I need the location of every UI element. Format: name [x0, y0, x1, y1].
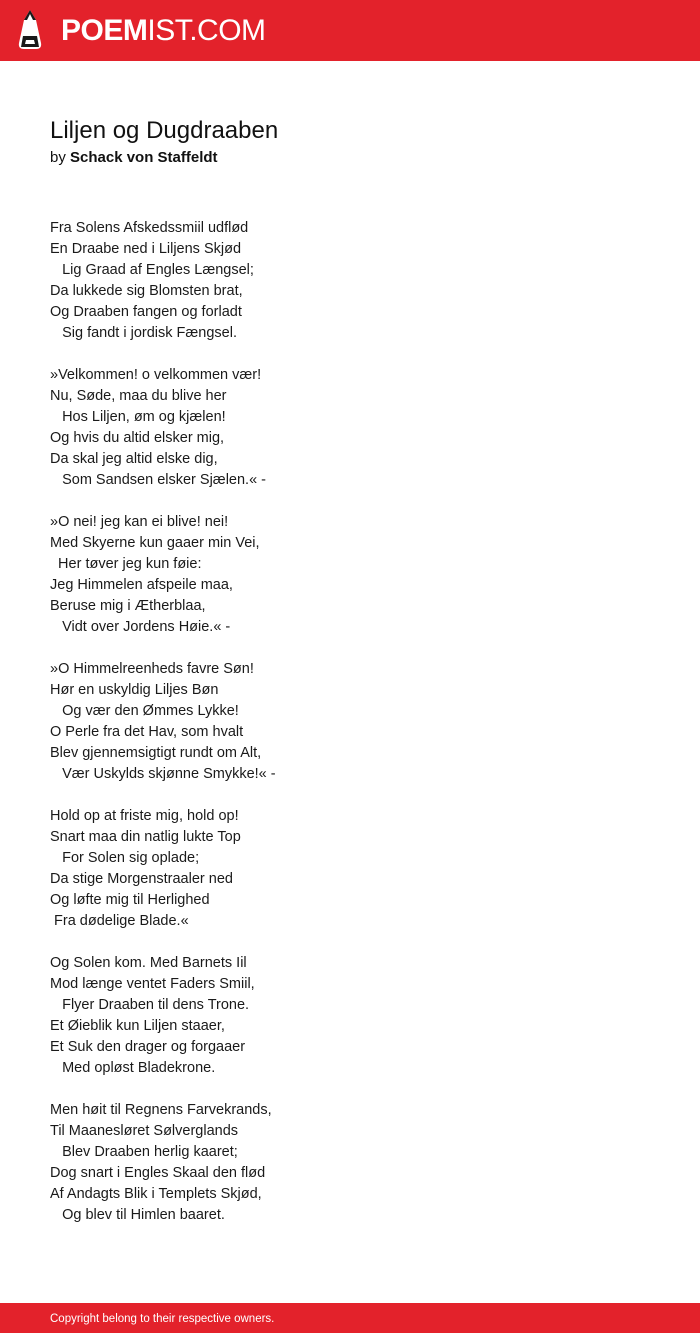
poem-title: Liljen og Dugdraaben [50, 117, 279, 144]
poem-stanza [50, 512, 650, 638]
poem-line: Som Sandsen elsker Sjælen.« - [50, 472, 266, 488]
poem-line: Og vær den Ømmes Lykke! [50, 703, 239, 719]
poem-line: Og blev til Himlen baaret. [50, 1207, 225, 1223]
poem-line: Men høit til Regnens Farvekrands, [50, 1102, 272, 1118]
poem-stanza [50, 1100, 650, 1226]
poem-line: Dog snart i Engles Skaal den flød [50, 1165, 266, 1181]
poem-line: For Solen sig oplade; [50, 850, 200, 866]
poem-byline [50, 148, 218, 168]
poem-line: Blev gjennemsigtigt rundt om Alt, [50, 745, 262, 761]
copyright-text: Copyright belong to their respective owners. [50, 1313, 275, 1325]
poem-line: »Velkommen! o velkommen vær! [50, 367, 262, 383]
poem-line: O Perle fra det Hav, som hvalt [50, 724, 244, 740]
poem-line: Da stige Morgenstraaler ned [50, 871, 233, 887]
poem-stanza [50, 659, 650, 785]
poem-line: »O nei! jeg kan ei blive! nei! [50, 514, 229, 530]
poem-line: Med opløst Bladekrone. [50, 1060, 216, 1076]
poem-line: Et Øieblik kun Liljen staaer, [50, 1018, 225, 1034]
poem-line: Nu, Søde, maa du blive her [50, 388, 227, 404]
poem-stanza [50, 218, 650, 344]
site-footer [0, 1303, 700, 1333]
poem-line: Med Skyerne kun gaaer min Vei, [50, 535, 260, 551]
poem-line: Af Andagts Blik i Templets Skjød, [50, 1186, 262, 1202]
poem-line: Hold op at friste mig, hold op! [50, 808, 239, 824]
poem-line: Og løfte mig til Herlighed [50, 892, 210, 908]
poem-line: Da skal jeg altid elske dig, [50, 451, 218, 467]
poem-body [50, 218, 650, 1247]
brand-light-text: IST.COM [147, 14, 266, 47]
poem-line: Snart maa din natlig lukte Top [50, 829, 241, 845]
poem-line: Og Solen kom. Med Barnets Iil [50, 955, 247, 971]
poem-line: Blev Draaben herlig kaaret; [50, 1144, 238, 1160]
poem-author: Schack von Staffeldt [70, 149, 218, 166]
site-header [0, 0, 700, 61]
poem-line: Til Maanesløret Sølverglands [50, 1123, 239, 1139]
poem-line: Lig Graad af Engles Længsel; [50, 262, 254, 278]
by-label: by [50, 149, 66, 166]
poem-line: Her tøver jeg kun føie: [50, 556, 202, 572]
poem-line: Hos Liljen, øm og kjælen! [50, 409, 226, 425]
poem-line: Vidt over Jordens Høie.« - [50, 619, 231, 635]
poem-line: Et Suk den drager og forgaaer [50, 1039, 246, 1055]
poem-line: Hør en uskyldig Liljes Bøn [50, 682, 219, 698]
site-logo-link[interactable] [61, 13, 266, 49]
poem-line: Sig fandt i jordisk Fængsel. [50, 325, 237, 341]
poem-line: Beruse mig i Ætherblaa, [50, 598, 206, 614]
poem-line: Vær Uskylds skjønne Smykke!« - [50, 766, 276, 782]
poem-line: Fra Solens Afskedssmiil udflød [50, 220, 249, 236]
poem-stanza [50, 806, 650, 932]
poem-line: »O Himmelreenheds favre Søn! [50, 661, 254, 677]
poem-line: Fra dødelige Blade.« [50, 913, 189, 929]
poem-stanza [50, 953, 650, 1079]
poem-stanza [50, 365, 650, 491]
poem-line: Mod længe ventet Faders Smiil, [50, 976, 255, 992]
poem-line: Jeg Himmelen afspeile maa, [50, 577, 233, 593]
poem-line: Flyer Draaben til dens Trone. [50, 997, 250, 1013]
poem-line: Og Draaben fangen og forladt [50, 304, 242, 320]
poem-line: Da lukkede sig Blomsten brat, [50, 283, 243, 299]
poem-line: Og hvis du altid elsker mig, [50, 430, 225, 446]
pen-nib-icon[interactable] [17, 9, 43, 51]
brand-bold-text: POEM [61, 14, 148, 47]
poem-line: En Draabe ned i Liljens Skjød [50, 241, 242, 257]
